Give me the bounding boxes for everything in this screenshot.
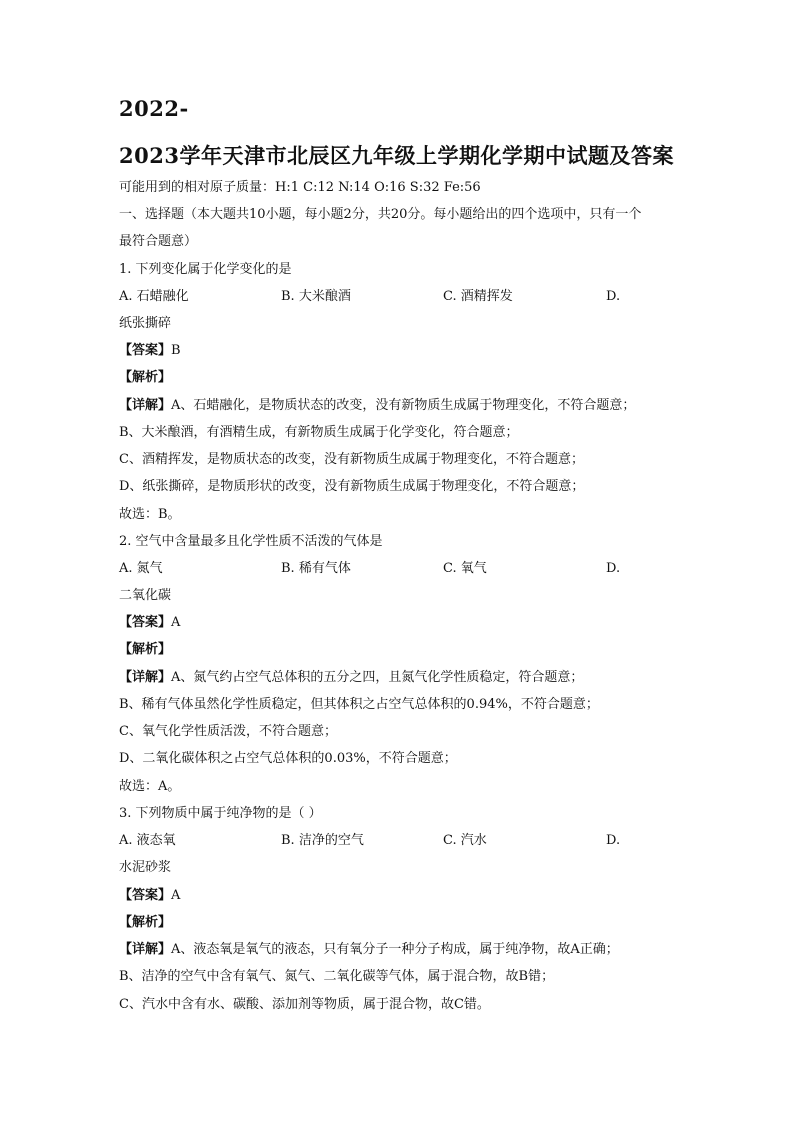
answer-tag: 【答案】 (119, 343, 172, 358)
q2-stem: 2. 空气中含量最多且化学性质不活泼的气体是 (119, 534, 383, 549)
q3-option-d: D. (606, 833, 621, 848)
q1-detail-c: C、酒精挥发，是物质状态的改变，没有新物质生成属于物理变化，不符合题意； (119, 452, 584, 467)
q2-option-a: A. 氮气 (119, 561, 163, 576)
q2-conclusion: 故选：A。 (119, 779, 181, 794)
q1-analysis-tag: 【解析】 (119, 370, 172, 385)
q2-detail-b: B、稀有气体虽然化学性质稳定，但其体积之占空气总体积的0.94%，不符合题意； (119, 697, 599, 712)
q3-detail-a (119, 940, 679, 960)
q1-option-d: D. (606, 289, 621, 304)
q3-option-d-text: 水泥砂浆 (119, 860, 172, 875)
q2-analysis-tag: 【解析】 (119, 642, 172, 657)
section-heading: 一、选择题（本大题共10小题，每小题2分，共20分。每小题给出的四个选项中，只有一个 (119, 207, 642, 222)
answer-tag: 【答案】 (119, 888, 172, 903)
q1-detail-a-text: A、石蜡融化，是物质状态的改变，没有新物质生成属于物理变化，不符合题意； (171, 398, 636, 413)
q1-answer-value: B (171, 343, 181, 358)
q2-option-d-text: 二氧化碳 (119, 588, 172, 603)
q3-option-a: A. 液态氧 (119, 833, 176, 848)
q3-analysis-tag: 【解析】 (119, 915, 172, 930)
q3-stem: 3. 下列物质中属于纯净物的是（ ） (119, 806, 322, 821)
q3-detail-b: B、洁净的空气中含有氧气、氮气、二氧化碳等气体，属于混合物，故B错； (119, 969, 555, 984)
q3-answer (119, 886, 679, 906)
q1-option-b: B. 大米酿酒 (281, 289, 351, 304)
q1-conclusion: 故选：B。 (119, 507, 181, 522)
q2-answer-value: A (171, 615, 181, 630)
q1-detail-a (119, 396, 679, 416)
q1-detail-b: B、大米酿酒，有酒精生成，有新物质生成属于化学变化，符合题意； (119, 425, 519, 440)
title-line-1: 2022- (119, 96, 189, 121)
q3-option-b: B. 洁净的空气 (281, 833, 364, 848)
q1-stem: 1. 下列变化属于化学变化的是 (119, 262, 292, 277)
q2-detail-c: C、氧气化学性质活泼，不符合题意； (119, 724, 337, 739)
q2-detail-d: D、二氧化碳体积之占空气总体积的0.03%，不符合题意； (119, 751, 457, 766)
q1-detail-d: D、纸张撕碎，是物质形状的改变，没有新物质生成属于物理变化，不符合题意； (119, 479, 585, 494)
q2-answer (119, 613, 679, 633)
section-heading-cont: 最符合题意） (119, 234, 198, 249)
q1-option-a: A. 石蜡融化 (119, 289, 189, 304)
title-line-2: 2023学年天津市北辰区九年级上学期化学期中试题及答案 (119, 143, 674, 168)
q2-option-d: D. (606, 561, 621, 576)
q2-option-c: C. 氧气 (443, 561, 487, 576)
q2-detail-a (119, 668, 679, 688)
q1-option-d-text: 纸张撕碎 (119, 316, 172, 331)
detail-tag: 【详解】 (119, 398, 172, 413)
q3-detail-c: C、汽水中含有水、碳酸、添加剂等物质，属于混合物，故C错。 (119, 997, 490, 1012)
atomic-masses: 可能用到的相对原子质量：H:1 C:12 N:14 O:16 S:32 Fe:56 (119, 180, 481, 195)
detail-tag: 【详解】 (119, 942, 172, 957)
q1-answer (119, 341, 679, 361)
detail-tag: 【详解】 (119, 670, 172, 685)
answer-tag: 【答案】 (119, 615, 172, 630)
q3-detail-a-text: A、液态氧是氧气的液态，只有氧分子一种分子构成，属于纯净物，故A正确； (171, 942, 619, 957)
q3-option-c: C. 汽水 (443, 833, 487, 848)
q2-detail-a-text: A、氮气约占空气总体积的五分之四，且氮气化学性质稳定，符合题意； (171, 670, 584, 685)
q1-option-c: C. 酒精挥发 (443, 289, 513, 304)
q2-option-b: B. 稀有气体 (281, 561, 351, 576)
q3-answer-value: A (171, 888, 181, 903)
